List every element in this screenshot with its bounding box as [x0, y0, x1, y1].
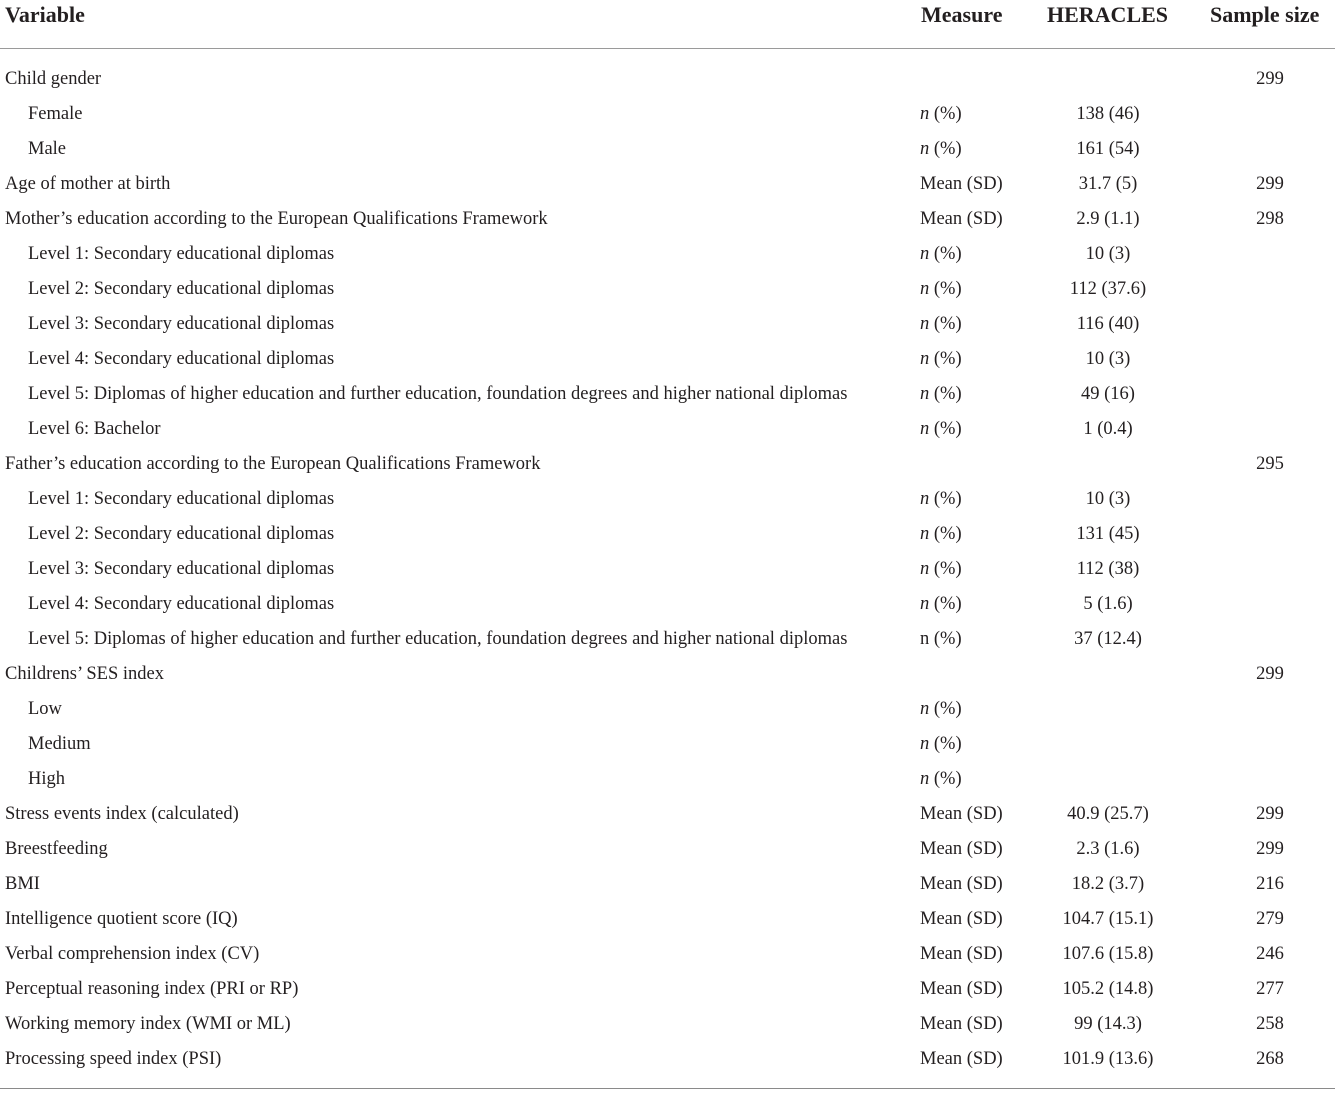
- table-row: [0, 659, 1335, 694]
- cell-variable: Level 5: Diplomas of higher education and further education, foundation degrees and higher national diplomas: [28, 384, 848, 404]
- cell-variable: High: [28, 769, 65, 789]
- cell-heracles: 104.7 (15.1): [1062, 909, 1154, 929]
- cell-variable: Intelligence quotient score (IQ): [5, 909, 238, 929]
- cell-measure: [920, 309, 962, 339]
- table-row: [0, 869, 1335, 904]
- measure-label: (%): [929, 279, 962, 299]
- measure-label: (%): [929, 559, 962, 579]
- measure-label: (%): [929, 419, 962, 439]
- measure-n: n: [920, 104, 930, 124]
- cell-sample-size: 216: [1256, 874, 1284, 894]
- cell-sample-size: 295: [1256, 454, 1284, 474]
- cell-measure: [920, 99, 962, 129]
- cell-variable: Level 4: Secondary educational diplomas: [28, 349, 335, 369]
- measure-label: Mean (SD): [920, 839, 1003, 859]
- measure-label: Mean (SD): [920, 1014, 1003, 1034]
- cell-variable: Father’s education according to the European Qualifications Framework: [5, 454, 541, 474]
- table-row: [0, 64, 1335, 99]
- measure-label: (%): [929, 314, 962, 334]
- table-row: [0, 344, 1335, 379]
- measure-label: (%): [929, 769, 962, 789]
- table-row: [0, 449, 1335, 484]
- measure-label: Mean (SD): [920, 174, 1003, 194]
- measure-label: Mean (SD): [920, 944, 1003, 964]
- cell-measure: [920, 694, 962, 724]
- cell-sample-size: 299: [1256, 69, 1284, 89]
- table-row: [0, 99, 1335, 134]
- measure-n: n: [920, 734, 930, 754]
- cell-measure: [920, 869, 1003, 899]
- measure-label: (%): [929, 349, 962, 369]
- cell-measure: [920, 134, 962, 164]
- measure-label: (%): [929, 734, 962, 754]
- cell-sample-size: 277: [1256, 979, 1284, 999]
- header-measure: Measure: [921, 2, 1003, 27]
- cell-variable: Perceptual reasoning index (PRI or RP): [5, 979, 299, 999]
- measure-n: n: [920, 419, 930, 439]
- table-row: [0, 1009, 1335, 1044]
- table-row: [0, 589, 1335, 624]
- measure-label: Mean (SD): [920, 909, 1003, 929]
- header-variable: Variable: [5, 2, 85, 27]
- header-sample-size: Sample size: [1210, 2, 1320, 27]
- header-heracles: HERACLES: [1047, 2, 1169, 27]
- cell-heracles: 131 (45): [1076, 524, 1140, 544]
- cell-heracles: 107.6 (15.8): [1062, 944, 1154, 964]
- cell-sample-size: 299: [1256, 839, 1284, 859]
- cell-heracles: 1 (0.4): [1083, 419, 1133, 439]
- measure-label: Mean (SD): [920, 209, 1003, 229]
- cell-sample-size: 299: [1256, 664, 1284, 684]
- cell-sample-size: 299: [1256, 174, 1284, 194]
- cell-sample-size: 246: [1256, 944, 1284, 964]
- cell-variable: Low: [28, 699, 62, 719]
- cell-heracles: 138 (46): [1076, 104, 1140, 124]
- table-row: [0, 799, 1335, 834]
- cell-heracles: 99 (14.3): [1074, 1014, 1142, 1034]
- cell-heracles: 101.9 (13.6): [1062, 1049, 1154, 1069]
- measure-n: n: [920, 559, 930, 579]
- cell-variable: Childrens’ SES index: [5, 664, 164, 684]
- cell-variable: Level 6: Bachelor: [28, 419, 161, 439]
- cell-measure: [920, 1009, 1003, 1039]
- cell-variable: Level 3: Secondary educational diplomas: [28, 314, 335, 334]
- cell-sample-size: 268: [1256, 1049, 1284, 1069]
- cell-variable: Level 4: Secondary educational diplomas: [28, 594, 335, 614]
- cell-variable: Level 1: Secondary educational diplomas: [28, 244, 335, 264]
- cell-measure: [920, 974, 1003, 1004]
- measure-label: Mean (SD): [920, 804, 1003, 824]
- table-header: [0, 0, 1335, 32]
- table-row: [0, 379, 1335, 414]
- table-row: [0, 904, 1335, 939]
- measure-n: n: [920, 594, 930, 614]
- cell-heracles: 10 (3): [1085, 489, 1131, 509]
- cell-variable: Stress events index (calculated): [5, 804, 239, 824]
- header-divider: [0, 48, 1335, 49]
- cell-sample-size: 298: [1256, 209, 1284, 229]
- table-row: [0, 834, 1335, 869]
- cell-heracles: 112 (38): [1076, 559, 1140, 579]
- cell-variable: Child gender: [5, 69, 102, 89]
- cell-heracles: 5 (1.6): [1083, 594, 1133, 614]
- measure-label: Mean (SD): [920, 979, 1003, 999]
- table-row: [0, 939, 1335, 974]
- cell-variable: Level 2: Secondary educational diplomas: [28, 279, 335, 299]
- cell-sample-size: 299: [1256, 804, 1284, 824]
- table-row: [0, 134, 1335, 169]
- cell-heracles: 10 (3): [1085, 244, 1131, 264]
- cell-heracles: 31.7 (5): [1078, 174, 1138, 194]
- cell-variable: Level 5: Diplomas of higher education and further education, foundation degrees and higher national diplomas: [28, 629, 848, 649]
- cell-sample-size: 258: [1256, 1014, 1284, 1034]
- cell-sample-size: 279: [1256, 909, 1284, 929]
- cell-variable: Female: [28, 104, 83, 124]
- cell-variable: Processing speed index (PSI): [5, 1049, 222, 1069]
- measure-n: n: [920, 524, 930, 544]
- measure-n: n: [920, 279, 930, 299]
- cell-heracles: 37 (12.4): [1074, 629, 1142, 649]
- cell-measure: [920, 344, 962, 374]
- cell-heracles: 105.2 (14.8): [1062, 979, 1154, 999]
- measure-n: n: [920, 699, 930, 719]
- measure-n: n: [920, 314, 930, 334]
- cell-variable: Medium: [28, 734, 91, 754]
- cell-heracles: 18.2 (3.7): [1071, 874, 1145, 894]
- cell-measure: [920, 239, 962, 269]
- cell-heracles: 112 (37.6): [1069, 279, 1147, 299]
- measure-label: Mean (SD): [920, 874, 1003, 894]
- cell-heracles: 10 (3): [1085, 349, 1131, 369]
- table-row: [0, 554, 1335, 589]
- cell-variable: Age of mother at birth: [5, 174, 171, 194]
- cell-measure: [920, 274, 962, 304]
- cell-heracles: 2.3 (1.6): [1076, 839, 1140, 859]
- cell-heracles: 2.9 (1.1): [1076, 209, 1140, 229]
- measure-label: (%): [929, 524, 962, 544]
- table-row: [0, 1044, 1335, 1079]
- measure-n: n: [920, 769, 930, 789]
- measure-n: n: [920, 139, 930, 159]
- cell-measure: [920, 519, 962, 549]
- table-bottom-rule: [0, 1088, 1335, 1089]
- cell-variable: Male: [28, 139, 67, 159]
- measure-n: n: [920, 489, 930, 509]
- cell-measure: [920, 799, 1003, 829]
- measure-label: (%): [929, 384, 962, 404]
- measure-label: (%): [929, 489, 962, 509]
- measure-label: (%): [929, 594, 962, 614]
- measure-label: (%): [929, 699, 962, 719]
- cell-heracles: 161 (54): [1076, 139, 1140, 159]
- cell-heracles: 116 (40): [1076, 314, 1140, 334]
- cell-measure: [920, 939, 1003, 969]
- cell-measure: [920, 729, 962, 759]
- cell-measure: [920, 834, 1003, 864]
- table-row: [0, 764, 1335, 799]
- cell-measure: [920, 414, 962, 444]
- cell-measure: [920, 904, 1003, 934]
- cell-measure: [920, 624, 962, 654]
- measure-label: Mean (SD): [920, 1049, 1003, 1069]
- table-row: [0, 729, 1335, 764]
- cell-variable: Level 3: Secondary educational diplomas: [28, 559, 335, 579]
- cell-measure: [920, 484, 962, 514]
- measure-label: (%): [929, 104, 962, 124]
- cell-variable: BMI: [5, 874, 40, 894]
- table-row: [0, 624, 1335, 659]
- cell-variable: Mother’s education according to the European Qualifications Framework: [5, 209, 548, 229]
- table-row: [0, 239, 1335, 274]
- cell-measure: [920, 379, 962, 409]
- table-row: [0, 694, 1335, 729]
- cell-variable: Breestfeeding: [5, 839, 108, 859]
- table-row: [0, 274, 1335, 309]
- measure-label: n (%): [920, 629, 962, 649]
- measure-n: n: [920, 349, 930, 369]
- measure-label: (%): [929, 244, 962, 264]
- cell-variable: Working memory index (WMI or ML): [5, 1014, 291, 1034]
- table-row: [0, 309, 1335, 344]
- cell-measure: [920, 1044, 1003, 1074]
- cell-measure: [920, 169, 1003, 199]
- cell-variable: Verbal comprehension index (CV): [5, 944, 260, 964]
- table-row: [0, 414, 1335, 449]
- cell-heracles: 40.9 (25.7): [1067, 804, 1149, 824]
- cell-heracles: 49 (16): [1081, 384, 1135, 404]
- table-row: [0, 974, 1335, 1009]
- measure-label: (%): [929, 139, 962, 159]
- cell-measure: [920, 204, 1003, 234]
- cell-measure: [920, 554, 962, 584]
- table-row: [0, 519, 1335, 554]
- table-row: [0, 204, 1335, 239]
- cell-measure: [920, 589, 962, 619]
- cell-measure: [920, 764, 962, 794]
- measure-n: n: [920, 384, 930, 404]
- table-row: [0, 484, 1335, 519]
- cell-variable: Level 1: Secondary educational diplomas: [28, 489, 335, 509]
- table-row: [0, 169, 1335, 204]
- measure-n: n: [920, 244, 930, 264]
- cell-variable: Level 2: Secondary educational diplomas: [28, 524, 335, 544]
